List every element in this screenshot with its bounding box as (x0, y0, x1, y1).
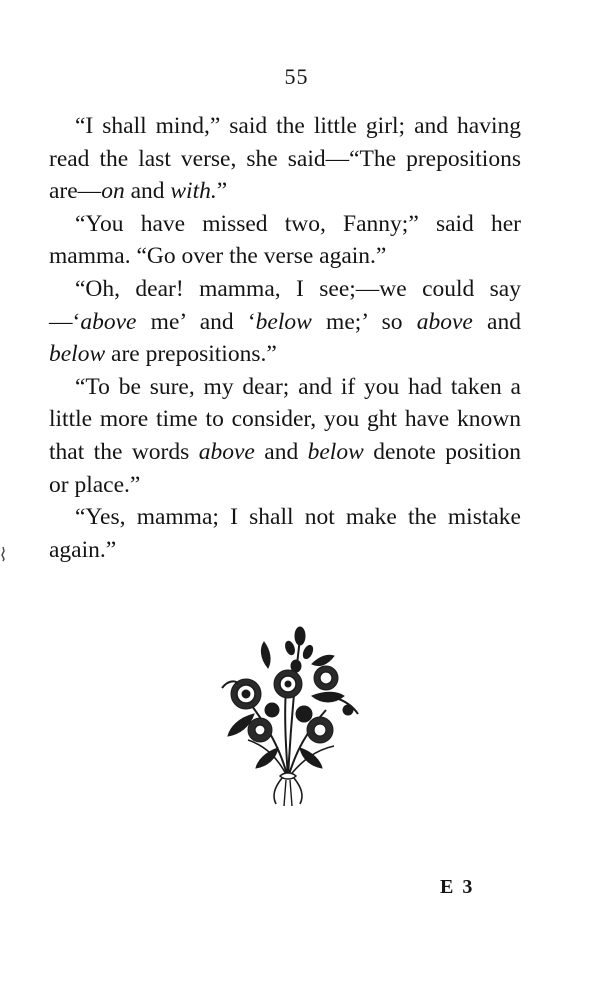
text-run: and (472, 308, 521, 335)
text-run: “To be sure, my dear; and if you had taken a little more time to consider, you ght have known that the words (49, 373, 521, 465)
body-text (49, 110, 521, 566)
text-run: me’ and ‘ (136, 308, 256, 335)
italic-text-run: below (307, 438, 364, 465)
text-run: and (124, 178, 171, 205)
italic-text-run: below (49, 341, 106, 368)
italic-text-run: above (80, 308, 137, 335)
italic-text-run: below (255, 308, 312, 335)
italic-text-run: above (198, 438, 255, 465)
text-run: ” (216, 178, 228, 205)
margin-ink-mark (0, 546, 6, 562)
text-run: denote position or place.” (49, 438, 522, 498)
italic-text-run: on (101, 178, 125, 205)
text-run: “I shall mind,” said the little girl; and having read the last verse, she said—“The prepositions are— (49, 113, 521, 205)
paragraph (49, 110, 521, 208)
text-run: “Yes, mamma; I shall not make the mistake again.” (49, 504, 521, 563)
text-run: me;’ so (311, 308, 417, 335)
text-run: are prepositions.” (105, 341, 277, 368)
italic-text-run: above (416, 308, 473, 335)
paragraph (49, 371, 521, 501)
text-run: and (254, 438, 308, 465)
text-run: “You have missed two, Fanny;” said her mamma. “Go over the verse again.” (49, 210, 521, 270)
paragraph (49, 273, 521, 371)
text-run: “Oh, dear! mamma, I see;—we could say—‘ (49, 275, 521, 335)
floral-bouquet-icon (208, 618, 362, 810)
page-number: 55 (284, 64, 309, 89)
italic-text-run: with. (170, 178, 217, 205)
paragraph (49, 501, 521, 566)
printer-signature: E 3 (440, 876, 475, 898)
paragraph (49, 208, 521, 273)
